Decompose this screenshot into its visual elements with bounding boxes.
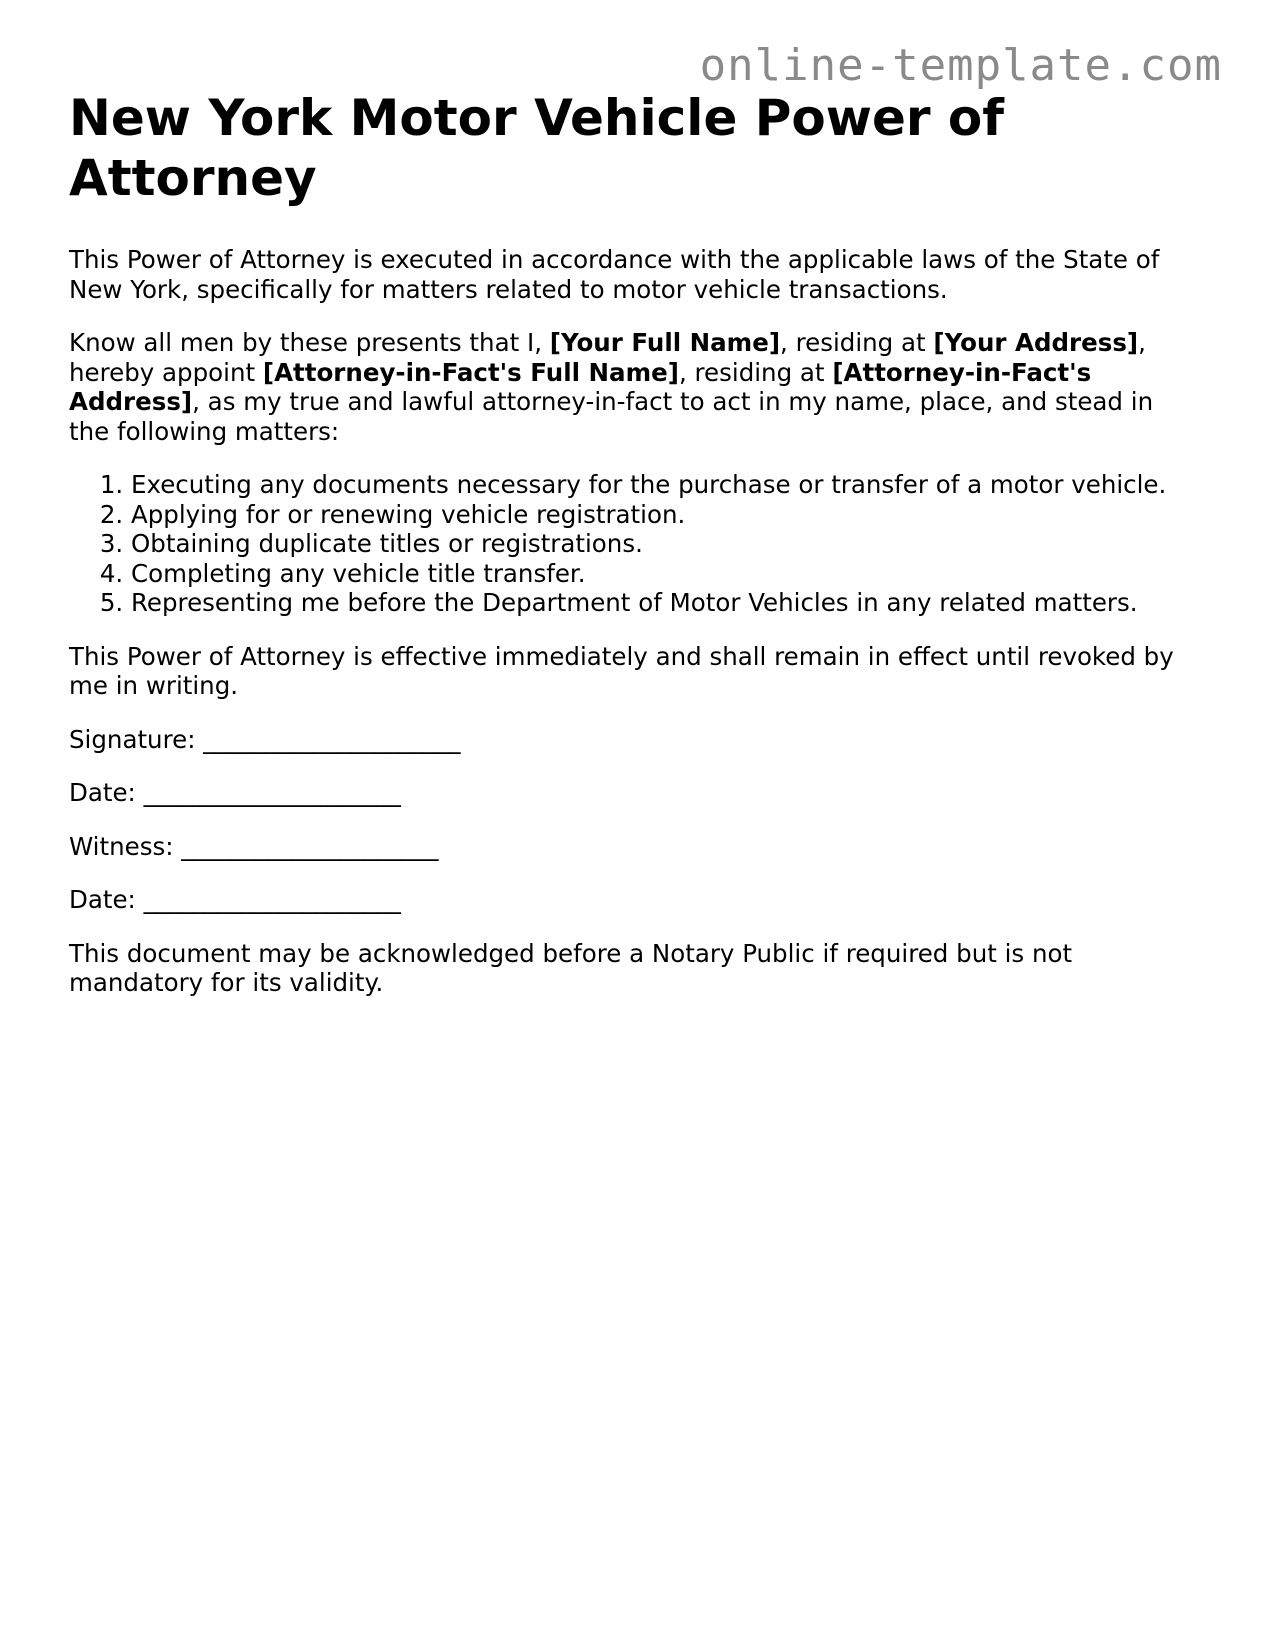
appointment-residing-2: , residing at xyxy=(678,357,833,387)
document-page xyxy=(69,88,1199,998)
signature-line: Signature: _____________________ xyxy=(69,724,461,754)
date-line-2: Date: _____________________ xyxy=(69,885,401,914)
agent-address-placeholder: [Attorney-in-Fact's Address] xyxy=(69,357,1092,416)
watermark-text: online-template.com xyxy=(699,40,1222,91)
agent-name-placeholder: [Attorney-in-Fact's Full Name] xyxy=(262,357,679,387)
appointment-lead: Know all men by these presents that I, xyxy=(69,328,550,357)
principal-name-placeholder: [Your Full Name] xyxy=(549,328,781,357)
appointment-paragraph xyxy=(69,328,1199,446)
principal-address-placeholder: [Your Address] xyxy=(933,328,1139,357)
powers-list xyxy=(69,470,1199,618)
list-item: 3. Obtaining duplicate titles or registrations. xyxy=(131,529,1199,559)
appointment-tail: , as my true and lawful attorney-in-fact to act in my name, place, and stead in the following matters: xyxy=(69,387,1154,446)
notary-paragraph: This document may be acknowledged before a Notary Public if required but is not mandatory for its validity. xyxy=(69,938,1073,997)
intro-paragraph: This Power of Attorney is executed in accordance with the applicable laws of the State of New York, specifically for matters related to motor vehicle transactions. xyxy=(69,245,1160,304)
list-item: 5. Representing me before the Department of Motor Vehicles in any related matters. xyxy=(131,588,1199,618)
appointment-appoint: , hereby appoint xyxy=(69,328,1146,387)
date-line-1: Date: _____________________ xyxy=(69,778,401,807)
list-item: 2. Applying for or renewing vehicle registration. xyxy=(131,500,1199,530)
document-title: New York Motor Vehicle Power of Attorney xyxy=(69,89,1005,207)
list-item: 1. Executing any documents necessary for the purchase or transfer of a motor vehicle. xyxy=(131,470,1199,500)
appointment-residing-1: , residing at xyxy=(780,328,934,357)
effective-paragraph: This Power of Attorney is effective immediately and shall remain in effect until revoked by me in writing. xyxy=(69,641,1174,700)
list-item: 4. Completing any vehicle title transfer. xyxy=(131,559,1199,589)
witness-line: Witness: _____________________ xyxy=(69,831,439,861)
